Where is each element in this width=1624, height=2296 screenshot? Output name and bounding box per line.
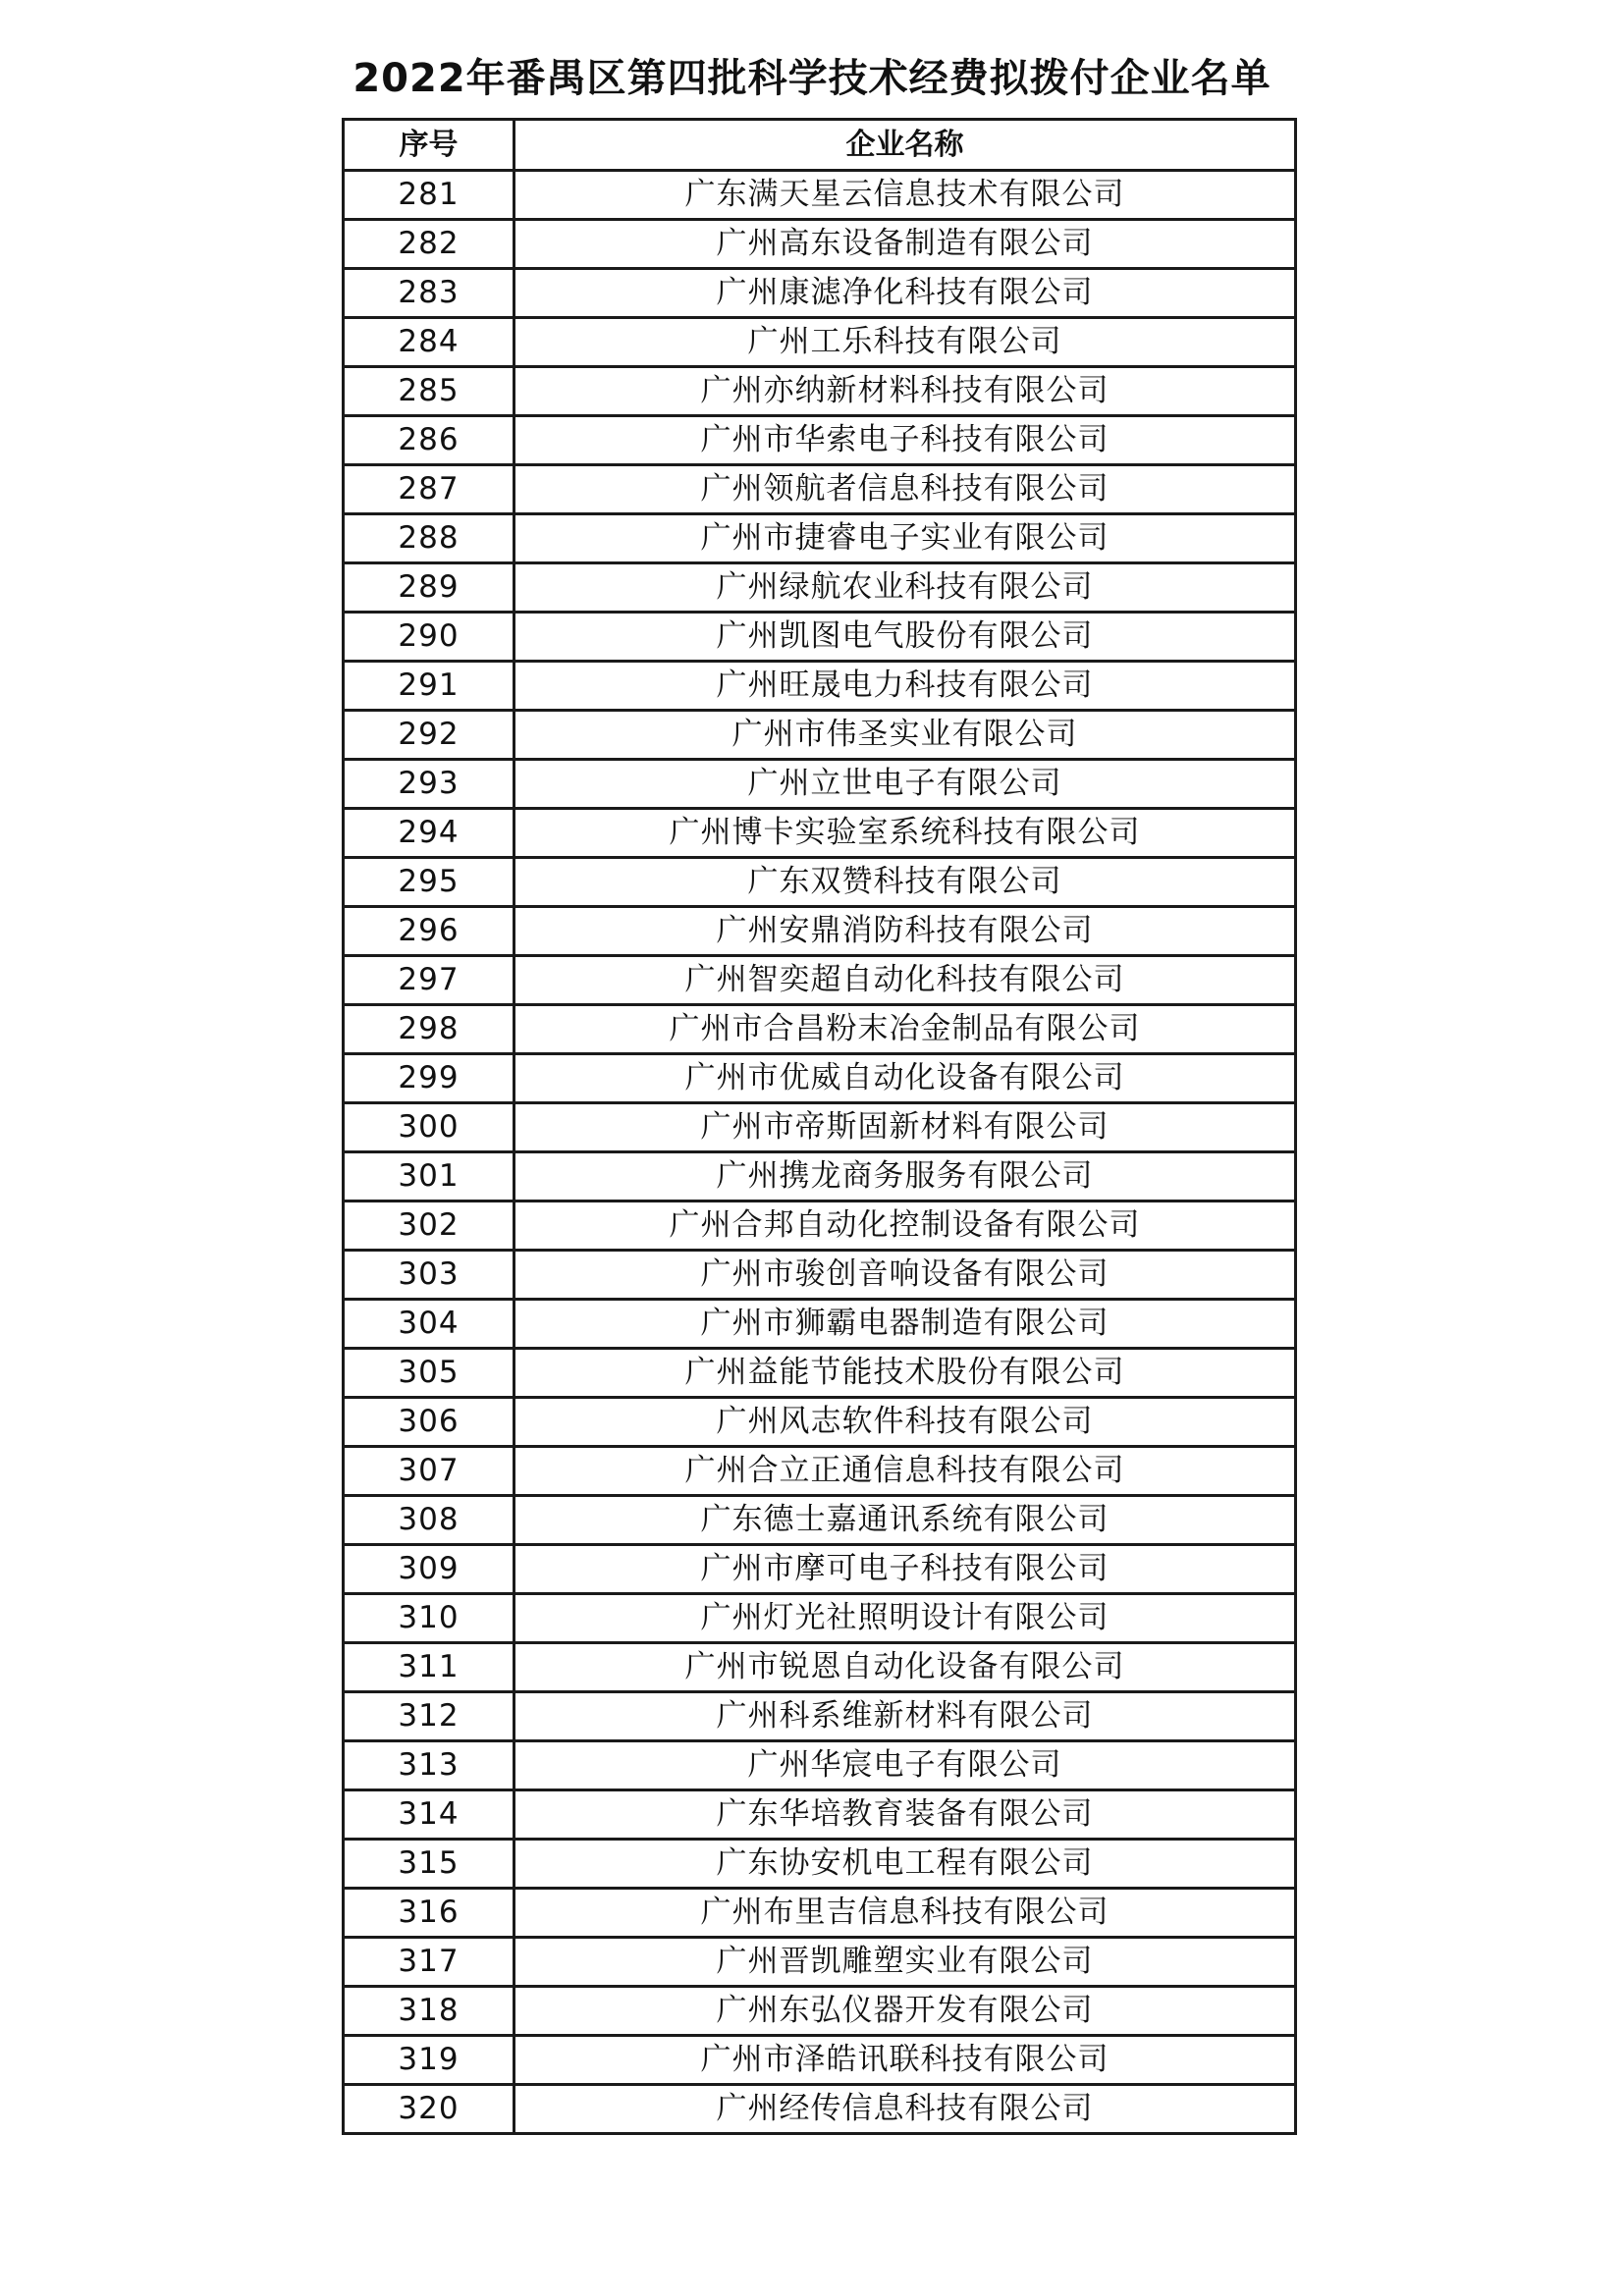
company-name-cell: 广州市骏创音响设备有限公司: [514, 1251, 1296, 1300]
table-row: [344, 1201, 1296, 1251]
company-name-cell: 广州市合昌粉末冶金制品有限公司: [514, 1005, 1296, 1054]
row-index-cell: 283: [344, 269, 514, 318]
row-index-cell: 314: [344, 1790, 514, 1840]
row-index-cell: 316: [344, 1889, 514, 1938]
company-name-cell: 广州领航者信息科技有限公司: [514, 465, 1296, 514]
column-header-company-name: 企业名称: [514, 120, 1296, 171]
company-name-cell: 广州东弘仪器开发有限公司: [514, 1987, 1296, 2036]
row-index-cell: 318: [344, 1987, 514, 2036]
row-index-cell: 308: [344, 1496, 514, 1545]
table-row: [344, 563, 1296, 613]
table-row: [344, 907, 1296, 956]
table-row: [344, 1005, 1296, 1054]
table-row: [344, 2036, 1296, 2085]
company-name-cell: 广州华宸电子有限公司: [514, 1741, 1296, 1790]
row-index-cell: 306: [344, 1398, 514, 1447]
table-row: [344, 220, 1296, 269]
row-index-cell: 292: [344, 711, 514, 760]
table-row: [344, 1398, 1296, 1447]
table-row: [344, 1692, 1296, 1741]
row-index-cell: 282: [344, 220, 514, 269]
company-name-cell: 广州市帝斯固新材料有限公司: [514, 1103, 1296, 1152]
table-row: [344, 711, 1296, 760]
table-row: [344, 1496, 1296, 1545]
company-name-cell: 广州风志软件科技有限公司: [514, 1398, 1296, 1447]
table-row: [344, 1152, 1296, 1201]
table-row: [344, 1741, 1296, 1790]
row-index-cell: 320: [344, 2085, 514, 2134]
row-index-cell: 315: [344, 1840, 514, 1889]
table-row: [344, 1643, 1296, 1692]
company-name-cell: 广州市摩可电子科技有限公司: [514, 1545, 1296, 1594]
table-row: [344, 1545, 1296, 1594]
table-row: [344, 1594, 1296, 1643]
company-name-cell: 广州博卡实验室系统科技有限公司: [514, 809, 1296, 858]
table-row: [344, 613, 1296, 662]
row-index-cell: 285: [344, 367, 514, 416]
company-name-cell: 广州益能节能技术股份有限公司: [514, 1349, 1296, 1398]
company-name-cell: 广州携龙商务服务有限公司: [514, 1152, 1296, 1201]
company-name-cell: 广州亦纳新材料科技有限公司: [514, 367, 1296, 416]
row-index-cell: 317: [344, 1938, 514, 1987]
table-row: [344, 2085, 1296, 2134]
row-index-cell: 312: [344, 1692, 514, 1741]
table-row: [344, 514, 1296, 563]
row-index-cell: 281: [344, 171, 514, 220]
row-index-cell: 304: [344, 1300, 514, 1349]
company-name-cell: 广东德士嘉通讯系统有限公司: [514, 1496, 1296, 1545]
company-name-cell: 广州市泽皓讯联科技有限公司: [514, 2036, 1296, 2085]
company-name-cell: 广州灯光社照明设计有限公司: [514, 1594, 1296, 1643]
row-index-cell: 299: [344, 1054, 514, 1103]
row-index-cell: 309: [344, 1545, 514, 1594]
row-index-cell: 307: [344, 1447, 514, 1496]
company-list-table: [342, 118, 1297, 2135]
company-name-cell: 广州高东设备制造有限公司: [514, 220, 1296, 269]
row-index-cell: 301: [344, 1152, 514, 1201]
table-row: [344, 662, 1296, 711]
table-row: [344, 1251, 1296, 1300]
row-index-cell: 311: [344, 1643, 514, 1692]
company-name-cell: 广东双赞科技有限公司: [514, 858, 1296, 907]
company-name-cell: 广州绿航农业科技有限公司: [514, 563, 1296, 613]
table-row: [344, 1938, 1296, 1987]
row-index-cell: 286: [344, 416, 514, 465]
row-index-cell: 298: [344, 1005, 514, 1054]
table-row: [344, 809, 1296, 858]
row-index-cell: 290: [344, 613, 514, 662]
company-name-cell: 广州立世电子有限公司: [514, 760, 1296, 809]
table-row: [344, 269, 1296, 318]
company-name-cell: 广州市华索电子科技有限公司: [514, 416, 1296, 465]
company-name-cell: 广州旺晟电力科技有限公司: [514, 662, 1296, 711]
row-index-cell: 310: [344, 1594, 514, 1643]
table-row: [344, 1349, 1296, 1398]
table-body: [344, 171, 1296, 2134]
company-name-cell: 广州工乐科技有限公司: [514, 318, 1296, 367]
table-row: [344, 171, 1296, 220]
column-header-index: 序号: [344, 120, 514, 171]
row-index-cell: 294: [344, 809, 514, 858]
company-name-cell: 广州合邦自动化控制设备有限公司: [514, 1201, 1296, 1251]
company-name-cell: 广州市狮霸电器制造有限公司: [514, 1300, 1296, 1349]
table-row: [344, 318, 1296, 367]
row-index-cell: 305: [344, 1349, 514, 1398]
document-title: 2022年番禺区第四批科学技术经费拟拨付企业名单: [352, 56, 1272, 101]
row-index-cell: 297: [344, 956, 514, 1005]
row-index-cell: 313: [344, 1741, 514, 1790]
table-row: [344, 1987, 1296, 2036]
company-name-cell: 广州安鼎消防科技有限公司: [514, 907, 1296, 956]
table-row: [344, 1054, 1296, 1103]
company-name-cell: 广州智奕超自动化科技有限公司: [514, 956, 1296, 1005]
table-row: [344, 1840, 1296, 1889]
row-index-cell: 319: [344, 2036, 514, 2085]
table-row: [344, 858, 1296, 907]
row-index-cell: 288: [344, 514, 514, 563]
table-row: [344, 1103, 1296, 1152]
company-name-cell: 广州市伟圣实业有限公司: [514, 711, 1296, 760]
row-index-cell: 287: [344, 465, 514, 514]
company-name-cell: 广东华培教育装备有限公司: [514, 1790, 1296, 1840]
company-name-cell: 广州市优威自动化设备有限公司: [514, 1054, 1296, 1103]
company-name-cell: 广州市捷睿电子实业有限公司: [514, 514, 1296, 563]
table-row: [344, 1447, 1296, 1496]
company-name-cell: 广州经传信息科技有限公司: [514, 2085, 1296, 2134]
company-name-cell: 广州合立正通信息科技有限公司: [514, 1447, 1296, 1496]
row-index-cell: 284: [344, 318, 514, 367]
company-name-cell: 广州康滤净化科技有限公司: [514, 269, 1296, 318]
row-index-cell: 302: [344, 1201, 514, 1251]
table-row: [344, 416, 1296, 465]
table-header-row: [344, 120, 1296, 171]
row-index-cell: 289: [344, 563, 514, 613]
table-row: [344, 1889, 1296, 1938]
company-name-cell: 广东协安机电工程有限公司: [514, 1840, 1296, 1889]
company-name-cell: 广州布里吉信息科技有限公司: [514, 1889, 1296, 1938]
row-index-cell: 303: [344, 1251, 514, 1300]
table-row: [344, 760, 1296, 809]
table-row: [344, 956, 1296, 1005]
company-name-cell: 广州晋凯雕塑实业有限公司: [514, 1938, 1296, 1987]
row-index-cell: 291: [344, 662, 514, 711]
row-index-cell: 300: [344, 1103, 514, 1152]
company-name-cell: 广州科系维新材料有限公司: [514, 1692, 1296, 1741]
table-row: [344, 1790, 1296, 1840]
company-name-cell: 广州市锐恩自动化设备有限公司: [514, 1643, 1296, 1692]
row-index-cell: 293: [344, 760, 514, 809]
table-row: [344, 465, 1296, 514]
row-index-cell: 295: [344, 858, 514, 907]
table-row: [344, 367, 1296, 416]
row-index-cell: 296: [344, 907, 514, 956]
company-name-cell: 广东满天星云信息技术有限公司: [514, 171, 1296, 220]
company-name-cell: 广州凯图电气股份有限公司: [514, 613, 1296, 662]
table-row: [344, 1300, 1296, 1349]
